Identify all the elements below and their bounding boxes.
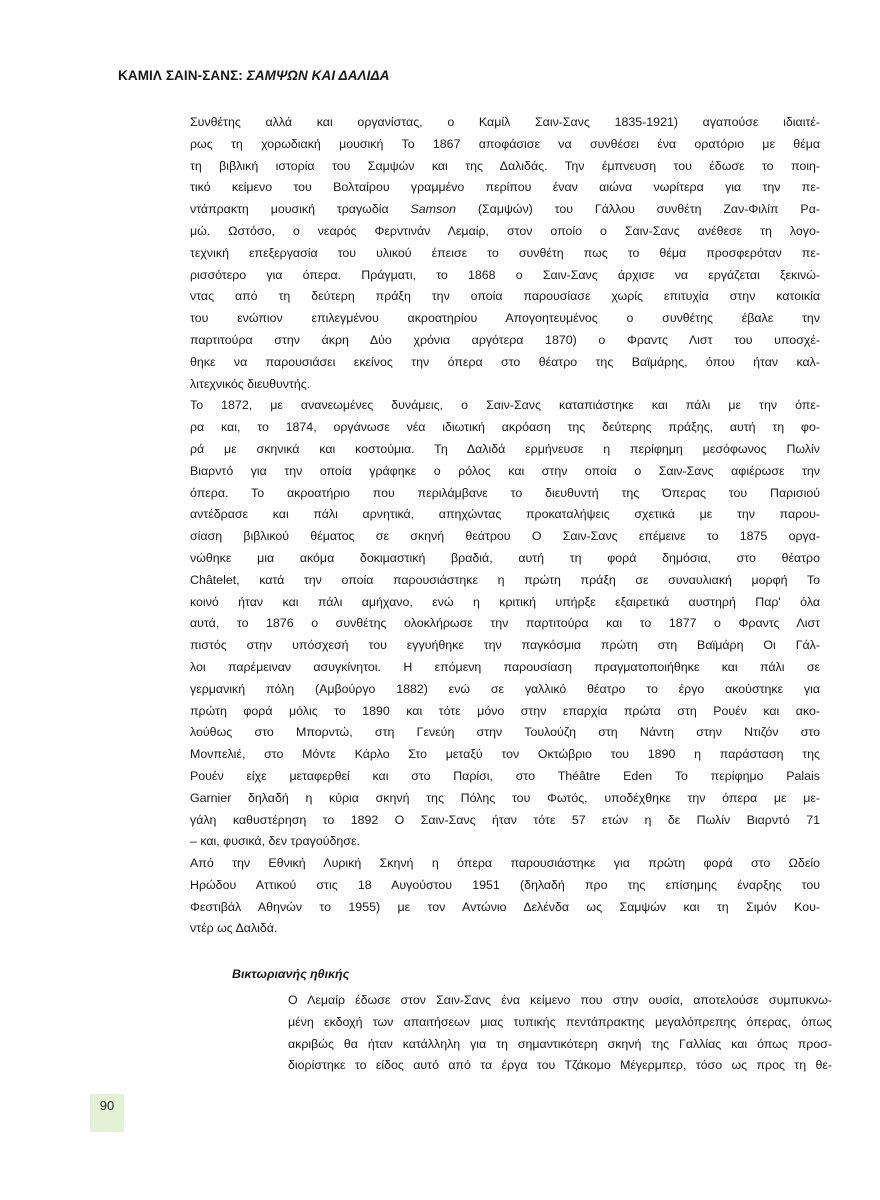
- text-line: λιτεχνικός διευθυντής.: [190, 376, 311, 391]
- section-heading: Βικτωριανής ηθικής: [232, 967, 350, 981]
- header-prefix: ΚΑΜΙΛ ΣΑΙΝ-ΣΑΝΣ:: [118, 68, 247, 83]
- text-line: του ενώπιον επιλεγμένου ακροατηρίου Απογοητευμένος ο συνθέτης έβαλε την: [190, 311, 820, 326]
- text-line: λούθως στο Μπορντώ, στη Γενεύη στην Τουλούζη στη Νάντη στην Ντιζόν στο: [190, 725, 820, 740]
- text-line: ρα και, το 1874, οργάνωσε νέα ιδιωτική ακρόαση της δεύτερης πράξης, αυτή τη φο-: [190, 420, 820, 435]
- text-line: Ηρώδου Αττικού στις 18 Αυγούστου 1951 (δηλαδή προ της επίσημης έναρξης του: [190, 877, 820, 892]
- text-line: Από την Εθνική Λυρική Σκηνή η όπερα παρουσιάστηκε για πρώτη φορά στο Ωδείο: [190, 856, 820, 871]
- text-line: διορίστηκε το είδος αυτό από τα έργα του Τζάκομο Μέγερμπερ, τόσο ως προς τη θε-: [288, 1058, 832, 1073]
- italic-title: Samson: [410, 202, 456, 217]
- text-line: Châtelet, κατά την οποία παρουσιάστηκε η πρώτη πράξη σε συναυλιακή μορφή Το: [190, 572, 820, 587]
- text-line: Βιαρντό για την οποία γράφηκε ο ρόλος και στην οποία ο Σαιν-Σανς αφιέρωσε την: [190, 463, 820, 478]
- text-line: Συνθέτης αλλά και οργανίστας, ο Καμίλ Σαιν-Σανς 1835-1921) αγαπούσε ιδιαιτέ-: [190, 115, 820, 129]
- main-body-text: [190, 112, 820, 940]
- text-line: τεχνική επεξεργασία του υλικού έπεισε το συνθέτη πως το θέμα προσφερόταν πε-: [190, 245, 820, 260]
- text-line: μένη εκδοχή των απαιτήσεων μιας τυπικής πεντάπρακτης μεγαλόπρεπης όπερας, όπως: [288, 1014, 832, 1029]
- text-line: Φεστιβάλ Αθηνών το 1955) με τον Αντώνιο Δελένδα ως Σαμψών και τη Σιμόν Κου-: [190, 899, 820, 914]
- text-line: θηκε να παρουσιάσει εκείνος την όπερα στο θέατρο της Βαϊμάρης, όπου ήταν καλ-: [190, 354, 820, 369]
- text-segment: ντάπρακτη μουσική τραγωδία: [190, 202, 411, 217]
- text-line: παρτιτούρα στην άκρη Δύο χρόνια αργότερα 1870) ο Φραντς Λιστ του υποσχέ-: [190, 332, 820, 347]
- text-line: γάλη καθυστέρηση το 1892 Ο Σαιν-Σανς ήταν τότε 57 ετών η δε Πωλίν Βιαρντό 71: [190, 812, 820, 827]
- text-line: ακριβώς θα ήταν κατάλληλη για τη σημαντικότερη σκηνή της Γαλλίας και όπως προσ-: [288, 1036, 832, 1051]
- page-number-box: [90, 1094, 124, 1132]
- text-line: ρά με σκηνικά και κοστούμια. Τη Δαλιδά ερμήνευσε η περίφημη μεσόφωνος Πωλίν: [190, 441, 820, 456]
- running-header: [118, 68, 390, 83]
- header-title: ΣΑΜΨΩΝ ΚΑΙ ΔΑΛΙΔΑ: [246, 68, 390, 83]
- text-line: Garnier δηλαδή η κύρια σκηνή της Πόλης του Φωτός, υποδέχθηκε την όπερα με με-: [190, 790, 820, 805]
- page-number: 90: [99, 1098, 115, 1113]
- text-line: λοι παρέμειναν ασυγκίνητοι. Η επόμενη παρουσίαση πραγματοποιήθηκε και πάλι σε: [190, 659, 820, 674]
- text-line: τη βιβλική ιστορία του Σαμψών και της Δαλιδάς. Την έμπνευση του έδωσε το ποιη-: [190, 158, 820, 173]
- text-line: Ο Λεμαίρ έδωσε στον Σαιν-Σανς ένα κείμενο που στην ουσία, αποτελούσε συμπυκνω-: [288, 993, 832, 1007]
- text-line: Το 1872, με ανανεωμένες δυνάμεις, ο Σαιν-Σανς καταπιάστηκε και πάλι με την όπε-: [190, 398, 820, 413]
- text-line: ντας από τη δεύτερη πράξη την οποία παρουσίασε χωρίς επιτυχία στην κατοικία: [190, 289, 820, 304]
- text-line: πιστός στην υπόσχεσή του εγγυήθηκε την παγκόσμια πρώτη στη Βαϊμάρη Οι Γάλ-: [190, 638, 820, 653]
- text-line: ρως τη χορωδιακή μουσική Το 1867 αποφάσισε να συνθέσει ένα ορατόριο με θέμα: [190, 136, 820, 151]
- text-line: [190, 199, 820, 221]
- text-line: τικό κείμενο του Βολταίρου γραμμένο περίπου έναν αιώνα νωρίτερα για την πε-: [190, 180, 820, 195]
- text-line: κοινό ήταν και πάλι αμήχανο, ενώ η κριτική υπήρξε εξαιρετικά αυστηρή Παρ' όλα: [190, 594, 820, 609]
- text-line: όπερα. Το ακροατήριο που περιλάμβανε το διευθυντή της Όπερας του Παρισιού: [190, 485, 820, 500]
- text-line: πρώτη φορά μόλις το 1890 και τότε μόνο στην επαρχία πρώτα στη Ρουέν και ακο-: [190, 703, 820, 718]
- text-line: γερμανική πόλη (Αμβούργο 1882) ενώ σε γαλλικό θέατρο το έργο ακούστηκε για: [190, 681, 820, 696]
- text-line: σίαση βιβλικού θέματος σε σκηνή θεάτρου Ο Σαιν-Σανς επέμεινε το 1875 οργα-: [190, 529, 820, 544]
- text-line: Μονπελιέ, στο Μόντε Κάρλο Στο μεταξύ τον Οκτώβριο του 1890 η παράσταση της: [190, 747, 820, 762]
- section-body-text: [288, 990, 832, 1077]
- text-line: νώθηκε μια ακόμα δοκιμαστική βραδιά, αυτή τη φορά δημόσια, στο θέατρο: [190, 550, 820, 565]
- text-line: αυτά, το 1876 ο συνθέτης ολοκλήρωσε την παρτιτούρα και το 1877 ο Φραντς Λιστ: [190, 616, 820, 631]
- text-line: μώ. Ωστόσο, ο νεαρός Φερντινάν Λεμαίρ, στον οποίο ο Σαιν-Σανς ανέθεσε τη λογο-: [190, 223, 820, 238]
- text-line: αντέδρασε και πάλι αρνητικά, απηχώντας προκαταλήψεις σχετικά με την παρου-: [190, 507, 820, 522]
- text-line: Ρουέν είχε μεταφερθεί και στο Παρίσι, στο Théâtre Eden Το περίφημο Palais: [190, 768, 820, 783]
- text-line: ρισσότερο για όπερα. Πράγματι, το 1868 ο Σαιν-Σανς άρχισε να εργάζεται ξεκινώ-: [190, 267, 820, 282]
- text-line: ντέρ ως Δαλιδά.: [190, 921, 278, 936]
- text-line: – και, φυσικά, δεν τραγούδησε.: [190, 834, 360, 849]
- text-segment: (Σαμψών) του Γάλλου συνθέτη Ζαν-Φιλίπ Ρα-: [456, 202, 820, 217]
